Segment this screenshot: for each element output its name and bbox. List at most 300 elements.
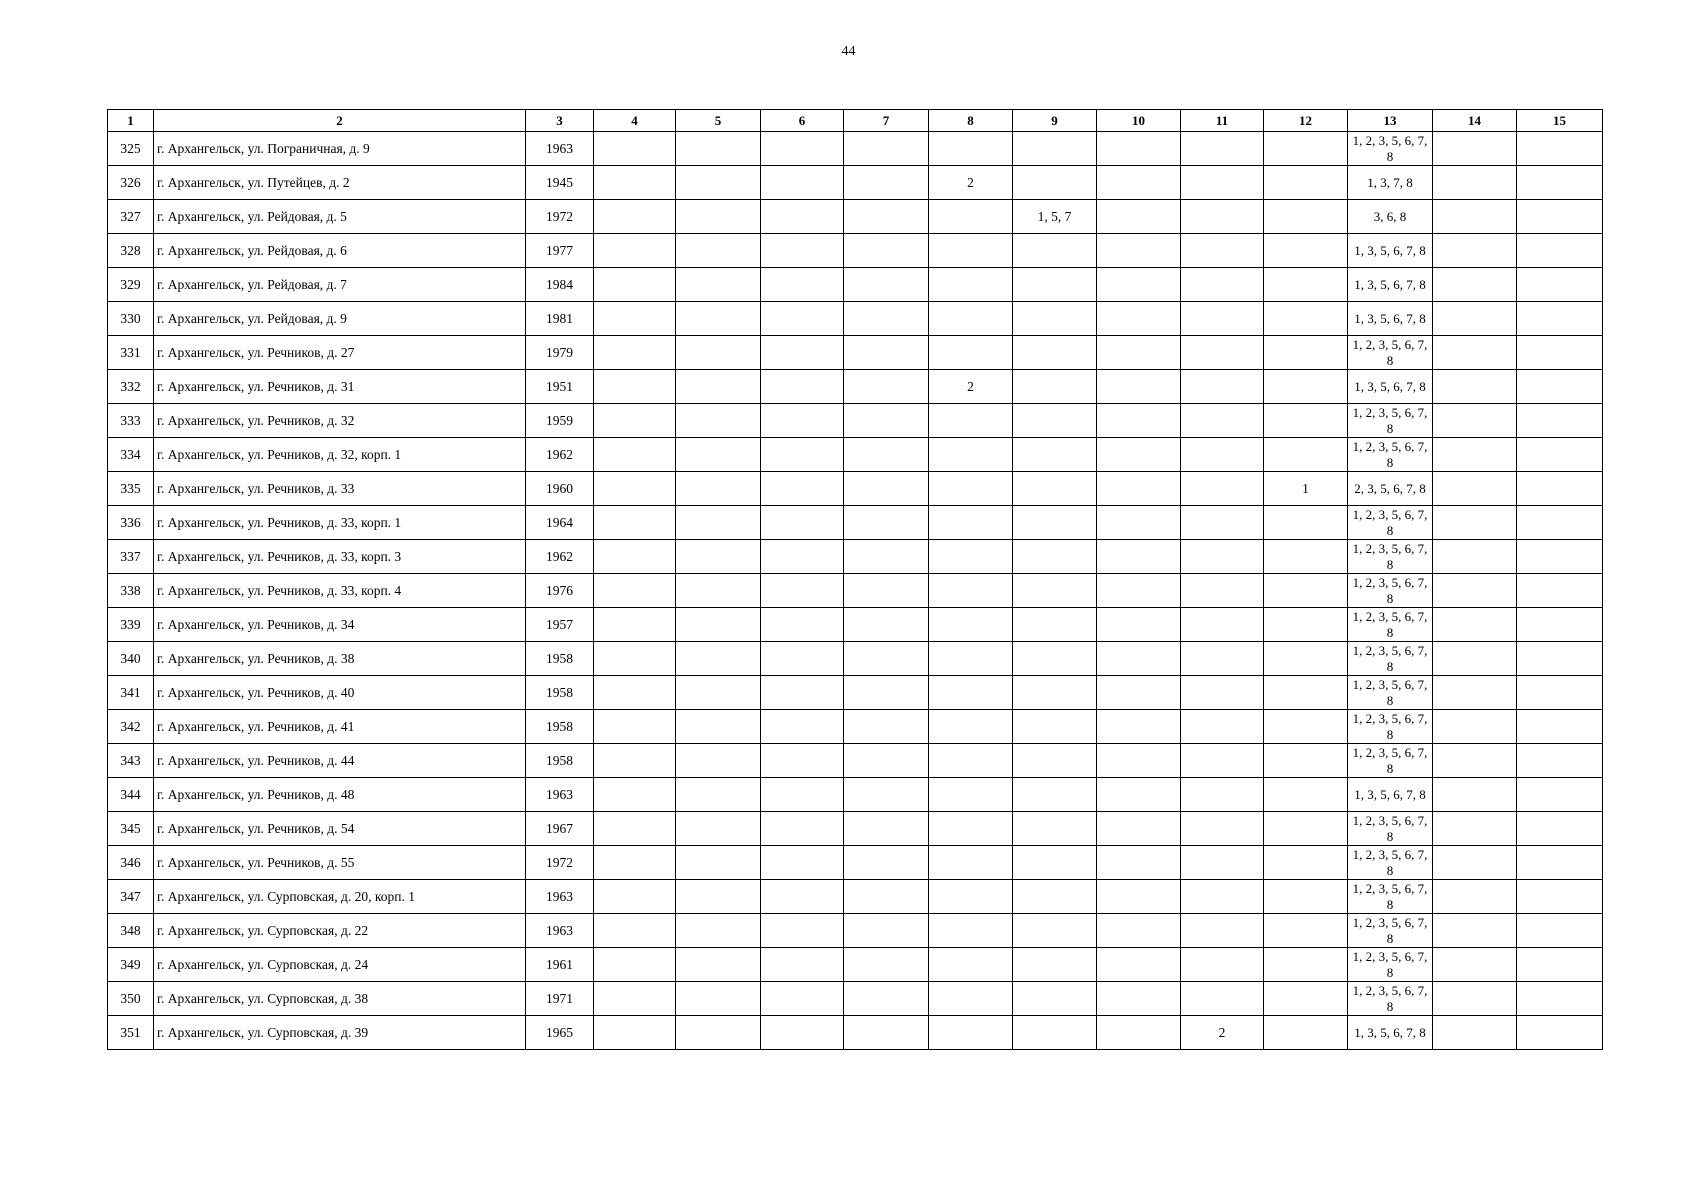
row-number-cell: 325 [108, 132, 154, 166]
column-4-cell [594, 506, 676, 540]
table-row [108, 676, 1603, 710]
column-8-cell: 2 [929, 166, 1013, 200]
column-7-cell [844, 268, 929, 302]
column-6-cell [761, 914, 844, 948]
column-6-cell [761, 982, 844, 1016]
row-number-cell: 345 [108, 812, 154, 846]
column-4-cell [594, 302, 676, 336]
column-15-cell [1517, 472, 1603, 506]
row-number-cell: 335 [108, 472, 154, 506]
year-cell: 1967 [526, 812, 594, 846]
column-9-cell [1013, 608, 1097, 642]
column-6-cell [761, 1016, 844, 1050]
column-4-cell [594, 880, 676, 914]
column-14-cell [1433, 1016, 1517, 1050]
column-12-cell [1264, 336, 1348, 370]
column-7-cell [844, 132, 929, 166]
column-7-cell [844, 370, 929, 404]
column-7-cell [844, 166, 929, 200]
column-10-cell [1097, 370, 1181, 404]
column-12-cell [1264, 948, 1348, 982]
column-7-cell [844, 574, 929, 608]
column-8-cell [929, 608, 1013, 642]
column-7-cell [844, 472, 929, 506]
address-cell: г. Архангельск, ул. Речников, д. 41 [154, 710, 526, 744]
column-12-cell [1264, 370, 1348, 404]
column-12-cell [1264, 846, 1348, 880]
column-11-cell [1181, 846, 1264, 880]
column-6-cell [761, 574, 844, 608]
column-6-cell [761, 948, 844, 982]
column-5-cell [676, 608, 761, 642]
column-13-cell: 1, 2, 3, 5, 6, 7, 8 [1348, 506, 1433, 540]
column-4-cell [594, 574, 676, 608]
column-4-cell [594, 336, 676, 370]
column-4-cell [594, 778, 676, 812]
column-8-cell [929, 506, 1013, 540]
column-9-cell [1013, 710, 1097, 744]
table-body [108, 132, 1603, 1050]
column-7-cell [844, 200, 929, 234]
column-7-cell [844, 744, 929, 778]
column-4-cell [594, 914, 676, 948]
column-header-10: 10 [1097, 110, 1181, 132]
column-9-cell [1013, 472, 1097, 506]
column-15-cell [1517, 506, 1603, 540]
column-7-cell [844, 608, 929, 642]
column-15-cell [1517, 132, 1603, 166]
row-number-cell: 326 [108, 166, 154, 200]
year-cell: 1981 [526, 302, 594, 336]
year-cell: 1963 [526, 880, 594, 914]
column-12-cell [1264, 302, 1348, 336]
column-14-cell [1433, 438, 1517, 472]
column-13-cell: 1, 2, 3, 5, 6, 7, 8 [1348, 404, 1433, 438]
column-10-cell [1097, 132, 1181, 166]
address-cell: г. Архангельск, ул. Речников, д. 33, корп. 3 [154, 540, 526, 574]
column-15-cell [1517, 914, 1603, 948]
column-4-cell [594, 982, 676, 1016]
column-10-cell [1097, 438, 1181, 472]
column-12-cell [1264, 166, 1348, 200]
column-14-cell [1433, 166, 1517, 200]
column-4-cell [594, 200, 676, 234]
column-12-cell [1264, 234, 1348, 268]
address-cell: г. Архангельск, ул. Речников, д. 31 [154, 370, 526, 404]
table-row [108, 880, 1603, 914]
column-5-cell [676, 710, 761, 744]
column-15-cell [1517, 846, 1603, 880]
row-number-cell: 338 [108, 574, 154, 608]
address-cell: г. Архангельск, ул. Речников, д. 34 [154, 608, 526, 642]
column-7-cell [844, 336, 929, 370]
year-cell: 1958 [526, 676, 594, 710]
column-9-cell [1013, 132, 1097, 166]
column-9-cell [1013, 1016, 1097, 1050]
row-number-cell: 340 [108, 642, 154, 676]
column-11-cell [1181, 336, 1264, 370]
column-12-cell [1264, 540, 1348, 574]
column-13-cell: 1, 2, 3, 5, 6, 7, 8 [1348, 982, 1433, 1016]
column-8-cell [929, 744, 1013, 778]
year-cell: 1957 [526, 608, 594, 642]
column-9-cell [1013, 846, 1097, 880]
row-number-cell: 339 [108, 608, 154, 642]
column-8-cell [929, 1016, 1013, 1050]
column-9-cell [1013, 336, 1097, 370]
column-12-cell [1264, 132, 1348, 166]
column-13-cell: 1, 2, 3, 5, 6, 7, 8 [1348, 642, 1433, 676]
column-12-cell [1264, 880, 1348, 914]
column-15-cell [1517, 744, 1603, 778]
column-12-cell [1264, 1016, 1348, 1050]
table-row [108, 438, 1603, 472]
column-15-cell [1517, 880, 1603, 914]
column-header-11: 11 [1181, 110, 1264, 132]
year-cell: 1963 [526, 778, 594, 812]
column-12-cell [1264, 404, 1348, 438]
row-number-cell: 342 [108, 710, 154, 744]
table-row [108, 302, 1603, 336]
column-8-cell [929, 948, 1013, 982]
column-14-cell [1433, 132, 1517, 166]
column-15-cell [1517, 540, 1603, 574]
column-9-cell [1013, 370, 1097, 404]
column-7-cell [844, 540, 929, 574]
column-8-cell [929, 200, 1013, 234]
column-15-cell [1517, 982, 1603, 1016]
row-number-cell: 330 [108, 302, 154, 336]
column-7-cell [844, 438, 929, 472]
column-13-cell: 1, 2, 3, 5, 6, 7, 8 [1348, 812, 1433, 846]
column-7-cell [844, 404, 929, 438]
column-13-cell: 1, 3, 5, 6, 7, 8 [1348, 234, 1433, 268]
column-8-cell [929, 880, 1013, 914]
column-11-cell [1181, 812, 1264, 846]
column-5-cell [676, 676, 761, 710]
column-11-cell [1181, 710, 1264, 744]
column-8-cell [929, 268, 1013, 302]
column-header-15: 15 [1517, 110, 1603, 132]
column-10-cell [1097, 302, 1181, 336]
column-14-cell [1433, 676, 1517, 710]
column-11-cell [1181, 744, 1264, 778]
column-8-cell [929, 438, 1013, 472]
column-5-cell [676, 574, 761, 608]
column-13-cell: 1, 3, 5, 6, 7, 8 [1348, 302, 1433, 336]
column-10-cell [1097, 404, 1181, 438]
column-6-cell [761, 744, 844, 778]
column-5-cell [676, 982, 761, 1016]
column-12-cell [1264, 608, 1348, 642]
address-cell: г. Архангельск, ул. Речников, д. 40 [154, 676, 526, 710]
row-number-cell: 329 [108, 268, 154, 302]
column-10-cell [1097, 812, 1181, 846]
column-12-cell [1264, 778, 1348, 812]
year-cell: 1977 [526, 234, 594, 268]
column-13-cell: 1, 2, 3, 5, 6, 7, 8 [1348, 880, 1433, 914]
column-13-cell: 1, 2, 3, 5, 6, 7, 8 [1348, 948, 1433, 982]
column-13-cell: 1, 3, 5, 6, 7, 8 [1348, 268, 1433, 302]
table-row [108, 1016, 1603, 1050]
column-13-cell: 1, 2, 3, 5, 6, 7, 8 [1348, 846, 1433, 880]
column-13-cell: 1, 2, 3, 5, 6, 7, 8 [1348, 574, 1433, 608]
column-10-cell [1097, 540, 1181, 574]
column-6-cell [761, 778, 844, 812]
column-15-cell [1517, 336, 1603, 370]
column-6-cell [761, 302, 844, 336]
column-8-cell [929, 846, 1013, 880]
column-10-cell [1097, 710, 1181, 744]
column-13-cell: 1, 2, 3, 5, 6, 7, 8 [1348, 608, 1433, 642]
column-8-cell [929, 982, 1013, 1016]
column-7-cell [844, 778, 929, 812]
column-15-cell [1517, 608, 1603, 642]
column-7-cell [844, 642, 929, 676]
column-12-cell: 1 [1264, 472, 1348, 506]
column-6-cell [761, 404, 844, 438]
column-4-cell [594, 948, 676, 982]
address-cell: г. Архангельск, ул. Рейдовая, д. 6 [154, 234, 526, 268]
address-cell: г. Архангельск, ул. Пограничная, д. 9 [154, 132, 526, 166]
column-6-cell [761, 812, 844, 846]
column-9-cell [1013, 540, 1097, 574]
column-11-cell [1181, 574, 1264, 608]
page-number: 44 [841, 44, 856, 59]
column-10-cell [1097, 948, 1181, 982]
column-9-cell [1013, 302, 1097, 336]
year-cell: 1958 [526, 710, 594, 744]
column-6-cell [761, 710, 844, 744]
column-5-cell [676, 132, 761, 166]
address-cell: г. Архангельск, ул. Речников, д. 32, корп. 1 [154, 438, 526, 472]
column-11-cell [1181, 676, 1264, 710]
column-6-cell [761, 676, 844, 710]
column-4-cell [594, 438, 676, 472]
column-header-13: 13 [1348, 110, 1433, 132]
column-8-cell [929, 812, 1013, 846]
buildings-table [107, 109, 1603, 1050]
column-header-14: 14 [1433, 110, 1517, 132]
column-13-cell: 1, 2, 3, 5, 6, 7, 8 [1348, 710, 1433, 744]
column-14-cell [1433, 336, 1517, 370]
column-11-cell [1181, 370, 1264, 404]
year-cell: 1964 [526, 506, 594, 540]
column-7-cell [844, 676, 929, 710]
column-10-cell [1097, 234, 1181, 268]
column-6-cell [761, 540, 844, 574]
row-number-cell: 336 [108, 506, 154, 540]
column-5-cell [676, 846, 761, 880]
row-number-cell: 327 [108, 200, 154, 234]
row-number-cell: 351 [108, 1016, 154, 1050]
table-header [108, 110, 1603, 132]
column-6-cell [761, 472, 844, 506]
column-9-cell [1013, 744, 1097, 778]
column-9-cell [1013, 506, 1097, 540]
table-row [108, 914, 1603, 948]
address-cell: г. Архангельск, ул. Сурповская, д. 22 [154, 914, 526, 948]
column-14-cell [1433, 268, 1517, 302]
column-12-cell [1264, 914, 1348, 948]
column-12-cell [1264, 506, 1348, 540]
column-12-cell [1264, 982, 1348, 1016]
table-row [108, 506, 1603, 540]
column-5-cell [676, 370, 761, 404]
column-9-cell [1013, 404, 1097, 438]
column-9-cell [1013, 166, 1097, 200]
column-7-cell [844, 234, 929, 268]
column-6-cell [761, 336, 844, 370]
column-4-cell [594, 710, 676, 744]
column-14-cell [1433, 744, 1517, 778]
column-13-cell: 1, 2, 3, 5, 6, 7, 8 [1348, 540, 1433, 574]
address-cell: г. Архангельск, ул. Сурповская, д. 20, корп. 1 [154, 880, 526, 914]
column-15-cell [1517, 676, 1603, 710]
column-5-cell [676, 506, 761, 540]
column-9-cell [1013, 914, 1097, 948]
column-11-cell [1181, 438, 1264, 472]
column-15-cell [1517, 1016, 1603, 1050]
column-4-cell [594, 642, 676, 676]
row-number-cell: 328 [108, 234, 154, 268]
column-9-cell [1013, 268, 1097, 302]
year-cell: 1976 [526, 574, 594, 608]
column-9-cell [1013, 982, 1097, 1016]
column-14-cell [1433, 778, 1517, 812]
column-14-cell [1433, 234, 1517, 268]
column-4-cell [594, 404, 676, 438]
column-11-cell [1181, 404, 1264, 438]
table-row [108, 540, 1603, 574]
column-7-cell [844, 948, 929, 982]
column-7-cell [844, 302, 929, 336]
column-4-cell [594, 1016, 676, 1050]
column-11-cell [1181, 948, 1264, 982]
year-cell: 1962 [526, 438, 594, 472]
column-header-5: 5 [676, 110, 761, 132]
column-7-cell [844, 846, 929, 880]
column-8-cell [929, 642, 1013, 676]
column-10-cell [1097, 880, 1181, 914]
column-12-cell [1264, 438, 1348, 472]
row-number-cell: 334 [108, 438, 154, 472]
column-15-cell [1517, 438, 1603, 472]
column-4-cell [594, 370, 676, 404]
year-cell: 1963 [526, 132, 594, 166]
column-7-cell [844, 880, 929, 914]
year-cell: 1959 [526, 404, 594, 438]
column-10-cell [1097, 1016, 1181, 1050]
column-14-cell [1433, 370, 1517, 404]
column-4-cell [594, 608, 676, 642]
column-12-cell [1264, 676, 1348, 710]
column-8-cell [929, 676, 1013, 710]
year-cell: 1971 [526, 982, 594, 1016]
row-number-cell: 349 [108, 948, 154, 982]
address-cell: г. Архангельск, ул. Речников, д. 48 [154, 778, 526, 812]
table-row [108, 268, 1603, 302]
column-13-cell: 1, 2, 3, 5, 6, 7, 8 [1348, 336, 1433, 370]
column-6-cell [761, 642, 844, 676]
column-5-cell [676, 438, 761, 472]
year-cell: 1979 [526, 336, 594, 370]
row-number-cell: 344 [108, 778, 154, 812]
column-10-cell [1097, 472, 1181, 506]
year-cell: 1965 [526, 1016, 594, 1050]
column-9-cell [1013, 812, 1097, 846]
year-cell: 1962 [526, 540, 594, 574]
column-4-cell [594, 132, 676, 166]
column-9-cell [1013, 574, 1097, 608]
column-header-6: 6 [761, 110, 844, 132]
column-13-cell: 1, 2, 3, 5, 6, 7, 8 [1348, 676, 1433, 710]
table-row [108, 948, 1603, 982]
column-4-cell [594, 846, 676, 880]
column-12-cell [1264, 574, 1348, 608]
column-10-cell [1097, 268, 1181, 302]
column-5-cell [676, 1016, 761, 1050]
column-9-cell [1013, 778, 1097, 812]
column-11-cell [1181, 166, 1264, 200]
year-cell: 1958 [526, 744, 594, 778]
column-4-cell [594, 812, 676, 846]
column-5-cell [676, 880, 761, 914]
address-cell: г. Архангельск, ул. Речников, д. 38 [154, 642, 526, 676]
row-number-cell: 332 [108, 370, 154, 404]
column-14-cell [1433, 710, 1517, 744]
column-13-cell: 1, 2, 3, 5, 6, 7, 8 [1348, 744, 1433, 778]
column-11-cell [1181, 540, 1264, 574]
column-7-cell [844, 506, 929, 540]
column-13-cell: 1, 2, 3, 5, 6, 7, 8 [1348, 438, 1433, 472]
column-12-cell [1264, 744, 1348, 778]
column-15-cell [1517, 234, 1603, 268]
column-4-cell [594, 472, 676, 506]
column-6-cell [761, 370, 844, 404]
row-number-cell: 350 [108, 982, 154, 1016]
column-4-cell [594, 744, 676, 778]
row-number-cell: 346 [108, 846, 154, 880]
column-14-cell [1433, 948, 1517, 982]
table-row [108, 778, 1603, 812]
table-row [108, 234, 1603, 268]
table-row [108, 812, 1603, 846]
column-10-cell [1097, 608, 1181, 642]
column-6-cell [761, 506, 844, 540]
table-row [108, 336, 1603, 370]
table-row [108, 982, 1603, 1016]
column-11-cell: 2 [1181, 1016, 1264, 1050]
table-row [108, 608, 1603, 642]
column-11-cell [1181, 778, 1264, 812]
column-14-cell [1433, 846, 1517, 880]
address-cell: г. Архангельск, ул. Сурповская, д. 38 [154, 982, 526, 1016]
column-8-cell [929, 914, 1013, 948]
column-11-cell [1181, 642, 1264, 676]
column-5-cell [676, 234, 761, 268]
column-8-cell [929, 574, 1013, 608]
column-10-cell [1097, 506, 1181, 540]
column-9-cell [1013, 438, 1097, 472]
column-5-cell [676, 166, 761, 200]
column-6-cell [761, 438, 844, 472]
column-8-cell [929, 132, 1013, 166]
column-12-cell [1264, 642, 1348, 676]
address-cell: г. Архангельск, ул. Речников, д. 33, корп. 4 [154, 574, 526, 608]
column-5-cell [676, 540, 761, 574]
header-row [108, 110, 1603, 132]
